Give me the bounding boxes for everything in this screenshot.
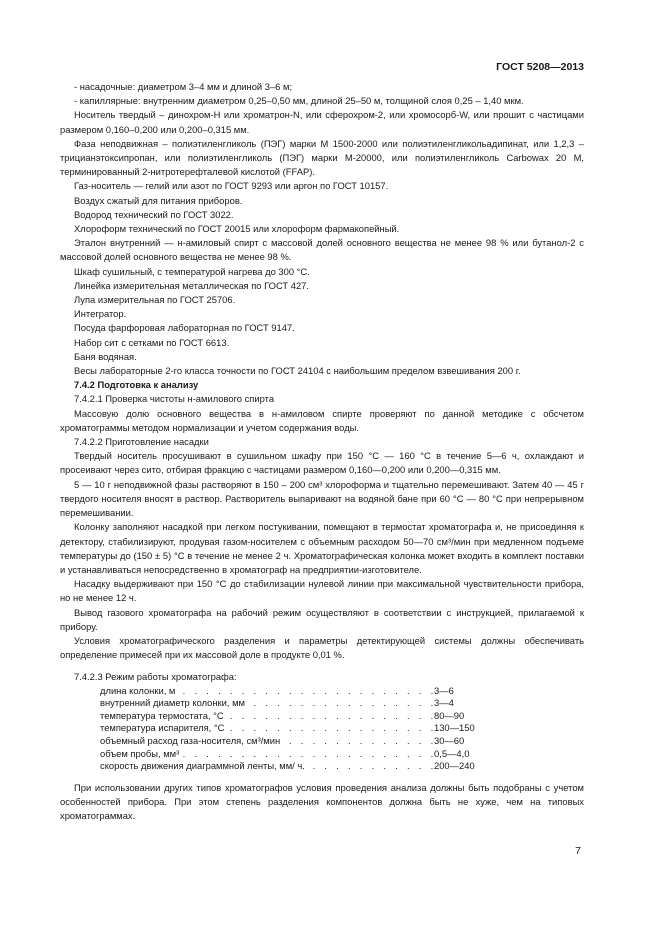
paragraph: Посуда фарфоровая лабораторная по ГОСТ 9147. (74, 322, 295, 334)
param-label: температура испарителя, °С (100, 722, 227, 733)
paragraph: Весы лабораторные 2-го класса точности по ГОСТ 24104 с наибольшим пределом взвешивания 200 г. (74, 365, 521, 377)
paragraph: Носитель твердый – динохром-Н или хроматрон-N, или сферохром-2, или хромосорб-W, или прошит с частицами размером 0,160–0,200 или 0,200–0,315 мм. (60, 109, 584, 135)
paragraph: Интегратор. (74, 308, 127, 320)
param-value: 0,5—4,0 (434, 747, 470, 759)
table-row (100, 685, 475, 698)
paragraph: Линейка измерительная металлическая по ГОСТ 427. (74, 279, 309, 291)
dash-item: - насадочные: диаметром 3–4 мм и длиной 3–6 м; (74, 81, 293, 92)
param-value: 80—90 (434, 709, 465, 721)
paragraph: Набор сит с сетками по ГОСТ 6613. (74, 336, 230, 348)
param-value: 130—150 (434, 722, 475, 734)
subsection-heading: 7.4.2.1 Проверка чистоты н-амилового спирта (74, 393, 275, 405)
param-label: скорость движения диаграммной ленты, мм/ ч. (100, 760, 308, 771)
paragraph: Колонку заполняют насадкой при легком постукивании, помещают в термостат хроматографа и, не присоединяя к детектору, стабилизируют, продувая газом-носителем с объемным расходом 50—70 см³/мин при медленном подъеме температуры до (150 ± 5) °С в течение не менее 2 ч. Хроматографическая колонка может входить в комплект поставки и устанавливаться непосредственно в хроматограф на предприятии-изготовителе. (60, 521, 584, 575)
paragraph: Твердый носитель просушивают в сушильном шкафу при 150 °С — 160 °С в течение 5—6 ч, охлаждают и просеивают через сито, отбирая фракцию с частицами размером 0,160—0,200 или 0,200—0,315 мм. (60, 450, 584, 476)
subsection-heading: 7.4.2.2 Приготовление насадки (74, 436, 209, 448)
dash-item: - капиллярные: внутренним диаметром 0,25–0,50 мм, длиной 25–50 м, толщиной слоя 0,25 – 1,40 мкм. (74, 95, 524, 107)
standard-header: ГОСТ 5208—2013 (496, 61, 584, 73)
param-label: внутренний диаметр колонки, мм (100, 697, 248, 708)
subsection-heading: 7.4.2.3 Режим работы хроматографа: (74, 671, 237, 683)
paragraph: Фаза неподвижная – полиэтиленгликоль (ПЭГ) марки М 1500-2000 или полиэтиленгликольадипинат, или 1,2,3 – трицианэтоксипропан, или полиэтиленгликоль (ПЭГ) марки М-20000, или полиэтиленгликоль Carbowax 20 М, терминированный 2-нитротерефталевой кислотой (FFAP). (60, 137, 584, 178)
paragraph: Водород технический по ГОСТ 3022. (74, 208, 234, 220)
table-row (100, 710, 475, 723)
paragraph: Шкаф сушильный, с температурой нагрева до 300 °С. (74, 265, 310, 277)
paragraph: При использовании других типов хроматографов условия проведения анализа должны быть подобраны с учетом особенностей прибора. При этом степень разделения компонентов должна быть не хуже, чем на типовых хроматограммах. (60, 781, 584, 822)
paragraph: Эталон внутренний — н-амиловый спирт с массовой долей основного вещества не менее 98 % или бутанол-2 с массовой долей основного вещества не менее 98 %. (60, 237, 584, 263)
table-row (100, 735, 475, 748)
table-row (100, 697, 475, 710)
paragraph: Газ-носитель — гелий или азот по ГОСТ 9293 или аргон по ГОСТ 10157. (74, 180, 389, 192)
table-row (100, 748, 475, 761)
paragraph: 5 — 10 г неподвижной фазы растворяют в 150 – 200 см³ хлороформа и тщательно перемешивают. Затем 40 — 45 г твердого носителя вносят в раствор. Растворитель выпаривают на водяной бане при 60 °С — 80 °С при непрерывном перемешивании. (60, 478, 584, 519)
paragraph: Массовую долю основного вещества в н-амиловом спирте проверяют по данной методике с обсчетом хроматограммы методом нормализации и учетом содержания воды. (60, 407, 584, 433)
param-label: объем пробы, мм³ (100, 748, 182, 759)
page-number: 7 (575, 845, 581, 857)
table-row (100, 760, 475, 773)
paragraph: Вывод газового хроматографа на рабочий режим осуществляют в соответствии с инструкцией, прилагаемой к прибору. (60, 606, 584, 632)
paragraph: Воздух сжатый для питания приборов. (74, 194, 243, 206)
param-value: 30—60 (434, 734, 465, 746)
param-value: 3—6 (434, 684, 454, 696)
param-label: объемный расход газа-носителя, см³/мин (100, 735, 283, 746)
section-heading: 7.4.2 Подготовка к анализу (74, 379, 199, 391)
param-label: длина колонки, м (100, 685, 178, 696)
paragraph: Насадку выдерживают при 150 °С до стабилизации нулевой линии при максимальной чувствительности прибора, но не менее 12 ч. (60, 578, 584, 604)
paragraph: Баня водяная. (74, 350, 137, 362)
param-value: 200—240 (434, 760, 475, 772)
document-body (60, 80, 584, 823)
param-label: температура термостата, °С (100, 710, 227, 721)
paragraph: Хлороформ технический по ГОСТ 20015 или хлороформ фармакопейный. (74, 223, 400, 235)
param-value: 3—4 (434, 697, 454, 709)
table-row (100, 722, 475, 735)
chromatograph-parameters-table (100, 685, 475, 773)
paragraph: Лупа измерительная по ГОСТ 25706. (74, 294, 236, 306)
paragraph: Условия хроматографического разделения и параметры детектирующей системы должны обеспечивать определение примесей при их массовой доле в продукте 0,01 %. (60, 634, 584, 661)
